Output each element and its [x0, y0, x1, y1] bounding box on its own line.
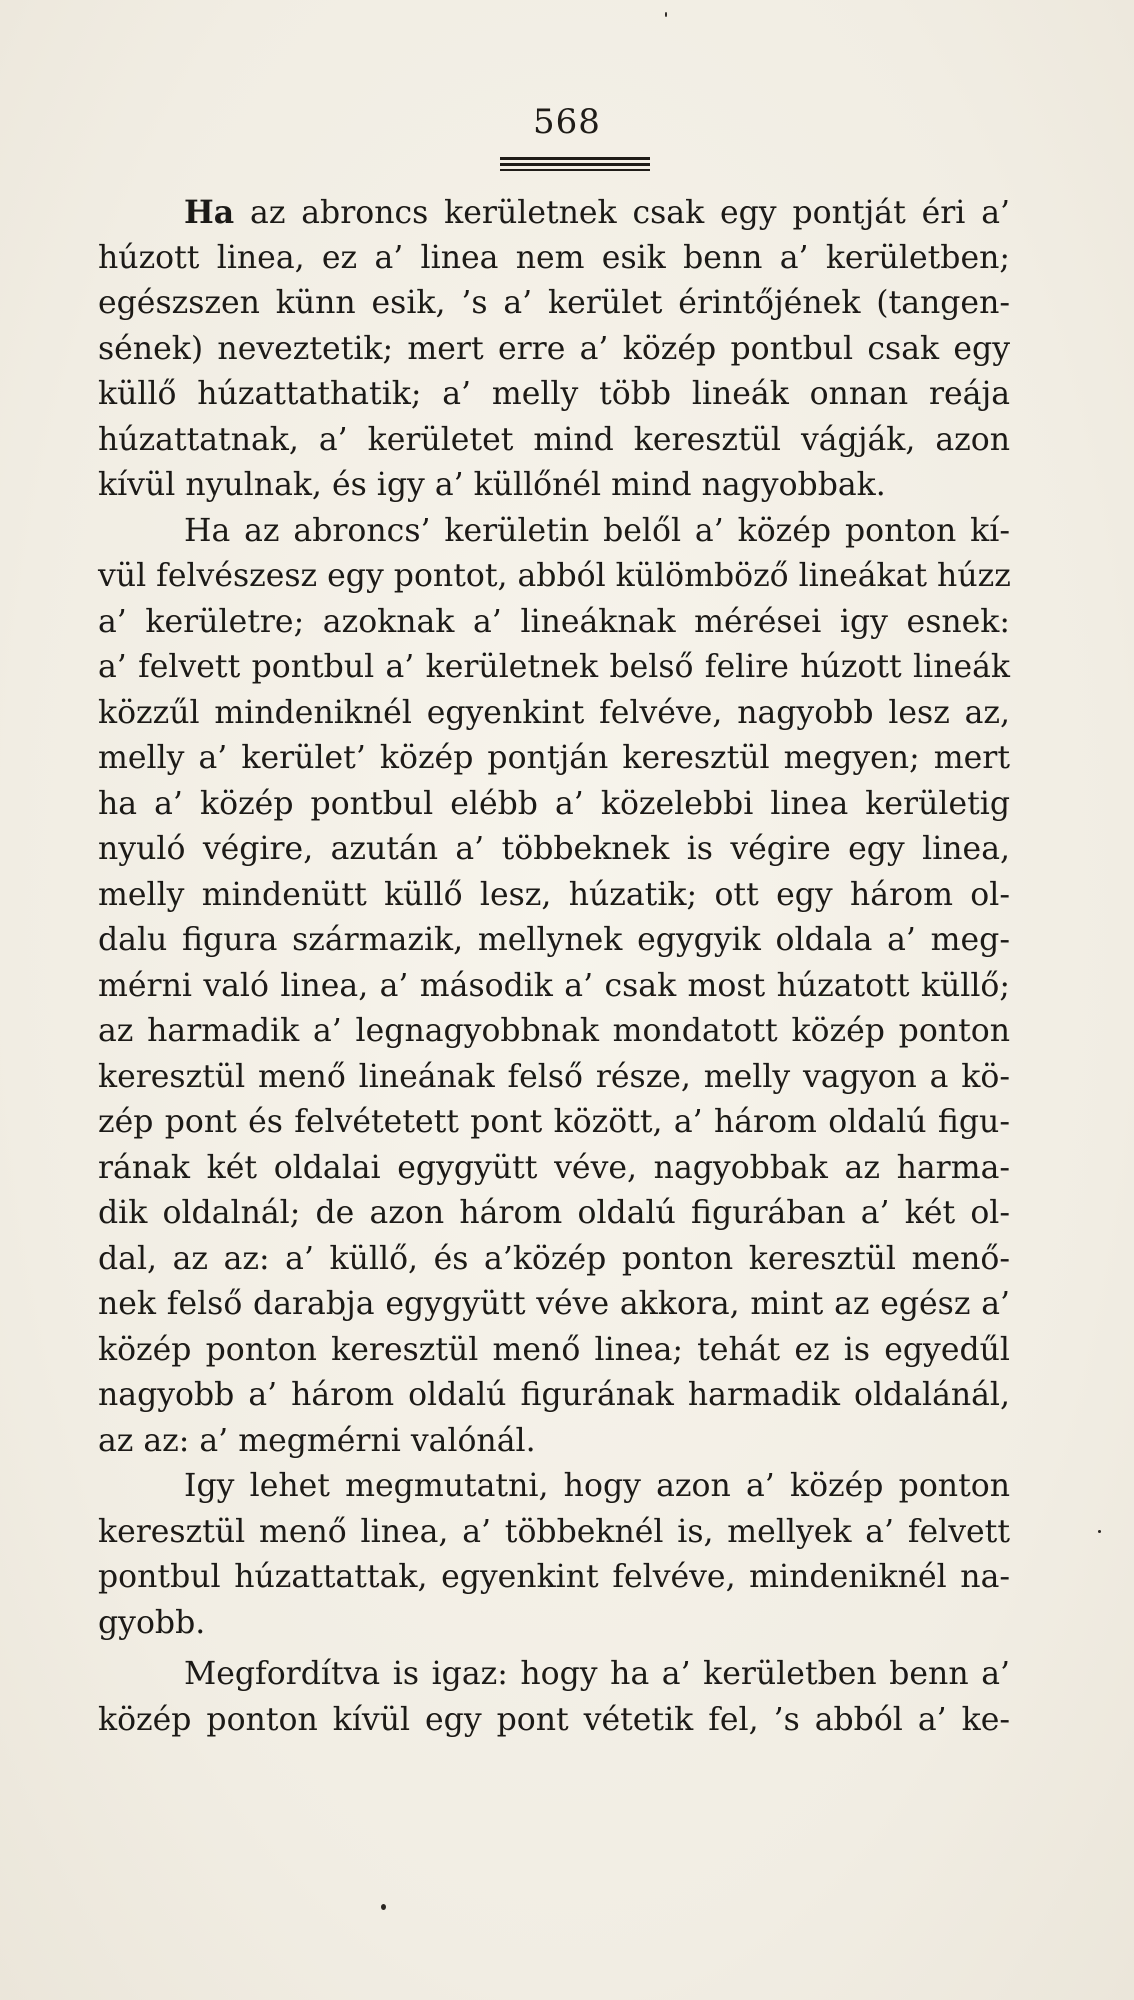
text-line: nagyobb a’ három oldalú figurának harmadik oldalánál,: [98, 1377, 1010, 1413]
text-line: kívül nyulnak, és igy a’ küllőnél mind nagyobbak.: [98, 467, 886, 503]
text-line: Ha az abroncs kerületnek csak egy pontját éri a’: [184, 194, 1010, 231]
text-line: a’ felvett pontbul a’ kerületnek belső felire húzott lineák: [98, 649, 1010, 685]
paragraph-3: [98, 1464, 1010, 1646]
header-rule: [500, 163, 650, 166]
text-line: pontbul húzattattak, egyenkint felvéve, mindeniknél na-: [98, 1559, 1010, 1595]
text-line: Igy lehet megmutatni, hogy azon a’ közép ponton: [184, 1468, 1010, 1504]
text-line: rának két oldalai egygyütt véve, nagyobbak az harma-: [98, 1149, 1010, 1186]
text-line: dal, az az: a’ küllő, és a’közép ponton keresztül menő-: [98, 1240, 1010, 1277]
text-line: egészszen künn esik, ’s a’ kerület érintőjének (tangen-: [98, 285, 1010, 321]
text-line: sének) neveztetik; mert erre a’ közép pontbul csak egy: [98, 330, 1010, 367]
ink-speck: [665, 12, 667, 17]
paragraph-1: [98, 190, 1010, 509]
initial-word: Ha: [184, 194, 235, 231]
ink-speck: [1098, 1530, 1101, 1533]
text-line: az az: a’ megmérni valónál.: [98, 1422, 536, 1459]
text-line: mérni való linea, a’ második a’ csak most húzatott küllő;: [98, 967, 1010, 1004]
page-number: 568: [533, 102, 601, 142]
text-line: közzűl mindeniknél egyenkint felvéve, nagyobb lesz az,: [98, 694, 1010, 731]
text-line: közép ponton kívül egy pont vétetik fel, ’s abból a’ ke-: [98, 1701, 1010, 1738]
paragraph-2: [98, 509, 1010, 1465]
text-line: gyobb.: [98, 1604, 206, 1641]
text-line: melly a’ kerület’ közép pontján keresztül megyen; mert: [98, 740, 1010, 776]
header-rule: [500, 157, 650, 160]
text-line: ha a’ közép pontbul elébb a’ közelebbi linea kerületig: [98, 785, 1010, 822]
text-line: küllő húzattathatik; a’ melly több lineák onnan reája: [98, 376, 1010, 412]
ink-speck: [381, 1904, 386, 1910]
text-line: húzott linea, ez a’ linea nem esik benn a’ kerületben;: [98, 239, 1010, 276]
text-line: Ha az abroncs’ kerületin belől a’ közép ponton kí-: [184, 512, 1010, 549]
text-line: nek felső darabja egygyütt véve akkora, mint az egész a’: [98, 1286, 1010, 1322]
text-line: keresztül menő lineának felső része, melly vagyon a kö-: [98, 1058, 1010, 1095]
text-line: vül felvészesz egy pontot, abból külömböző lineákat húzz: [98, 558, 1011, 594]
text-line: keresztül menő linea, a’ többeknél is, mellyek a’ felvett: [98, 1513, 1010, 1550]
text-line: az harmadik a’ legnagyobbnak mondatott közép ponton: [98, 1013, 1010, 1049]
text-line: a’ kerületre; azoknak a’ lineáknak mérései igy esnek:: [98, 603, 1010, 640]
text-line: húzattatnak, a’ kerületet mind keresztül vágják, azon: [98, 421, 1010, 458]
text-line: dik oldalnál; de azon három oldalú figurában a’ két ol-: [98, 1195, 1010, 1231]
text-line: melly mindenütt küllő lesz, húzatik; ott egy három ol-: [98, 876, 1010, 913]
text-line: dalu figura származik, mellynek egygyik oldala a’ meg-: [98, 922, 1010, 958]
body-text: [98, 190, 1010, 1743]
paragraph-4: [98, 1652, 1010, 1743]
text-line: nyuló végire, azután a’ többeknek is végire egy linea,: [98, 831, 1010, 867]
text-line: zép pont és felvétetett pont között, a’ három oldalú figu-: [98, 1104, 1010, 1140]
text-line: közép ponton keresztül menő linea; tehát ez is egyedűl: [98, 1331, 1010, 1368]
text-line: Megfordítva is igaz: hogy ha a’ kerületben benn a’: [184, 1656, 1010, 1692]
header-rule: [500, 169, 650, 171]
